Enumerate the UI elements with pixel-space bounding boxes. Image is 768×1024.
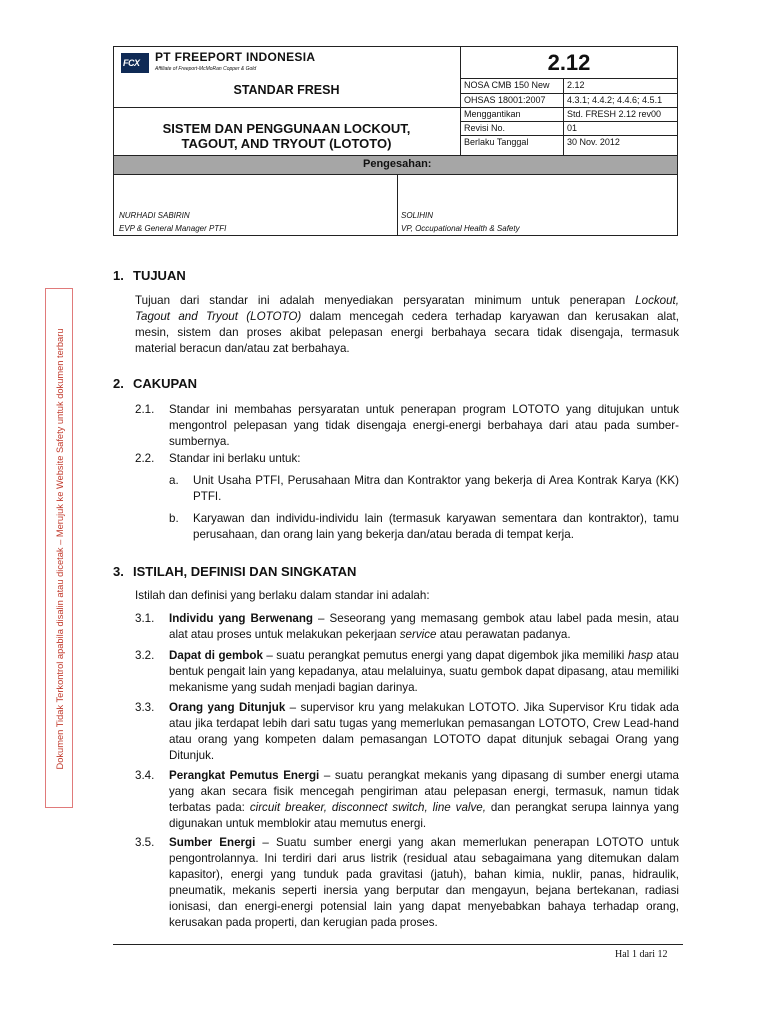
item-number: 2.2. — [135, 452, 155, 465]
meta-value: Std. FRESH 2.12 rev00 — [567, 109, 662, 119]
meta-label: Menggantikan — [464, 109, 521, 119]
item-number: 3.2. — [135, 649, 155, 662]
pengesahan-label: Pengesahan: — [363, 158, 432, 170]
document-header — [113, 46, 678, 236]
meta-value: 4.3.1; 4.4.2; 4.4.6; 4.5.1 — [567, 95, 663, 105]
footer-rule — [113, 944, 683, 945]
definition-text: Perangkat Pemutus Energi – suatu perangkat mekanis yang dipasang di sumber energi utama yang akan secara fisik mencegah pengiriman atau pelepasan energi, termasuk, namun tidak terbatas pada: circuit breaker, disconnect switch, line valve, dan perangkat serupa lainnya yang digunakan untuk memblokir atau memutus energi. — [169, 769, 680, 830]
section-1-paragraph: Tujuan dari standar ini adalah menyediakan persyaratan minimum untuk penerapan Lockout, Tagout and Tryout (LOTOTO) dalam mencegah cedera terhadap karyawan dan kerusakan alat, mesin, sistem dan proses akibat pelepasan energi berbahaya secara tidak disengaja, termasuk material beracun dan/atau zat berbahaya. — [135, 294, 679, 355]
meta-value: 2.12 — [567, 80, 585, 90]
item-number: 3.4. — [135, 769, 155, 782]
item-number: 2.1. — [135, 403, 155, 416]
item-number: 3.1. — [135, 612, 155, 625]
meta-label: OHSAS 18001:2007 — [464, 95, 546, 105]
item-text: Standar ini membahas persyaratan untuk penerapan program LOTOTO yang ditujukan untuk mengontrol pelepasan yang tidak disengaja energi-energi berbahaya dari atau pada sumber-sumbernya. — [169, 403, 679, 448]
meta-label: NOSA CMB 150 New — [464, 80, 550, 90]
company-name: PT FREEPORT INDONESIA — [155, 50, 316, 64]
definition-text: Individu yang Berwenang – Seseorang yang memasang gembok atau label pada mesin, atau alat atau proses untuk melakukan pekerjaan service atau perawatan padanya. — [169, 612, 679, 641]
signatory-role: EVP & General Manager PTFI — [119, 224, 227, 233]
item-text: Standar ini berlaku untuk: — [169, 452, 301, 465]
page-number: Hal 1 dari 12 — [615, 949, 668, 960]
item-number: 3.3. — [135, 701, 155, 714]
affiliate-text: Affiliate of Freeport-McMoRan Copper & Gold — [155, 66, 257, 72]
definition-text: Sumber Energi – Suatu sumber energi yang akan memerlukan penerapan LOTOTO untuk pengontrolannya. Ini terdiri dari arus listrik (residual atau sebagaimana yang ditemukan dalam kapasitor), energi yang tunduk pada gravitasi (jatuh), bahan kimia, nuklir, panas, hidraulik, pneumatik, mekanis seperti inersia yang berputar dan mengayun, bejana bertekanan, radiasi ionisasi, dan energi-energi potensial lain yang dapat menyebabkan bahaya terhadap orang, kerusakan pada properti, dan kerugian pada proses. — [169, 836, 680, 929]
meta-label: Berlaku Tanggal — [464, 137, 529, 147]
stamp-text: Dokumen Tidak Terkontrol apabila disalin atau dicetak – Merujuk ke Website Safety untuk dokumen terbaru — [55, 328, 65, 770]
signatory-name: NURHADI SABIRIN — [119, 211, 190, 220]
item-number: 3.5. — [135, 836, 155, 849]
section-3-intro: Istilah dan definisi yang berlaku dalam standar ini adalah: — [135, 589, 430, 602]
doc-title-line2: TAGOUT, AND TRYOUT (LOTOTO) — [181, 136, 392, 151]
signatory-name: SOLIHIN — [401, 211, 434, 220]
definition-text: Dapat di gembok – suatu perangkat pemutus energi yang dapat digembok jika memiliki hasp atau bentuk pengait lain yang kepadanya, atau melaluinya, suatu gembok dapat dipasang, atau memiliki mekanisme yang sudah menjadi bagian darinya. — [169, 649, 679, 694]
meta-label: Revisi No. — [464, 123, 506, 133]
doc-number: 2.12 — [547, 50, 591, 75]
company-logo: FCX — [121, 53, 149, 73]
signatory-role: VP, Occupational Health & Safety — [401, 224, 520, 233]
sub-item-letter: a. — [169, 474, 179, 487]
sub-item-text: Unit Usaha PTFI, Perusahaan Mitra dan Kontraktor yang bekerja di Area Kontrak Karya (KK) PTFI. — [193, 474, 679, 503]
meta-value: 01 — [567, 123, 578, 133]
meta-value: 30 Nov. 2012 — [567, 137, 620, 147]
sub-item-text: Karyawan dan individu-individu lain (termasuk karyawan sementara dan kontraktor), tamu perusahaan, dan orang lain yang bekerja dan/atau berada di tempat kerja. — [193, 512, 679, 541]
definition-text: Orang yang Ditunjuk – supervisor kru yang melakukan LOTOTO. Jika Supervisor Kru tidak ada atau jika terdapat lebih dari satu tugas yang memerlukan pemasangan LOTOTO, Crew Lead-hand atau orang yang kompeten dalam pemasangan LOTOTO dapat ditunjuk sebagai Orang yang Ditunjuk. — [169, 701, 679, 762]
doc-title-line1: SISTEM DAN PENGGUNAAN LOCKOUT, — [162, 121, 411, 136]
standard-name: STANDAR FRESH — [233, 83, 340, 97]
uncontrolled-document-stamp — [45, 288, 73, 808]
sub-item-letter: b. — [169, 512, 179, 525]
